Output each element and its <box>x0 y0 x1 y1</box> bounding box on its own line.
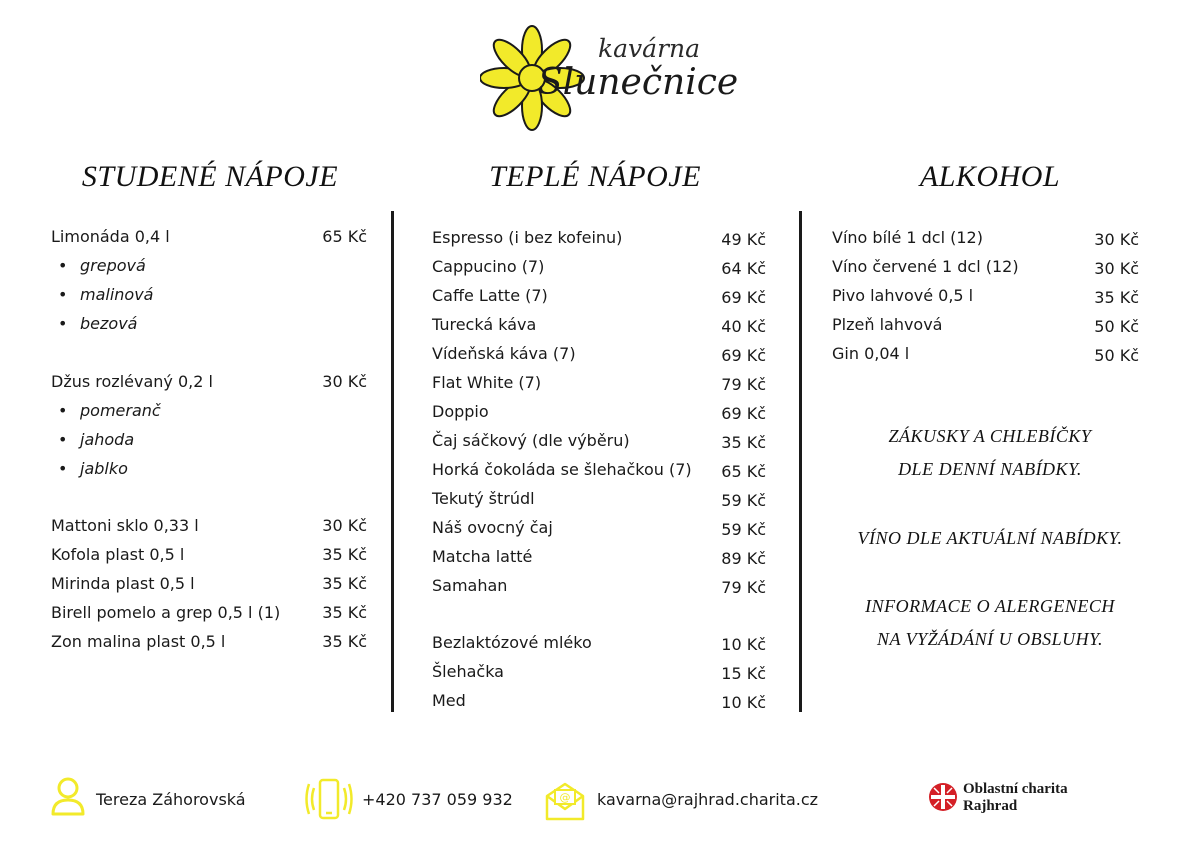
email-address[interactable]: kavarna@rajhrad.charita.cz <box>597 790 819 809</box>
menu-item-name: Čaj sáčkový (dle výběru) <box>432 431 630 450</box>
person-icon <box>50 776 86 816</box>
column-divider-left <box>391 211 394 712</box>
menu-item-name: Flat White (7) <box>432 373 542 392</box>
menu-extra-price: 10 Kč <box>721 693 766 712</box>
menu-item-name: Horká čokoláda se šlehačkou (7) <box>432 460 692 479</box>
menu-extra-name: Med <box>432 691 466 710</box>
menu-item-name: Turecká káva <box>432 315 537 334</box>
menu-item-name: Mirinda plast 0,5 l <box>51 574 195 593</box>
menu-item-price: 35 Kč <box>1094 288 1139 307</box>
menu-item-name: Zon malina plast 0,5 l <box>51 632 226 651</box>
menu-item-name: Mattoni sklo 0,33 l <box>51 516 199 535</box>
menu-item-name: Espresso (i bez kofeinu) <box>432 228 623 247</box>
brand-prefix: kavárna <box>598 34 701 63</box>
menu-item-name: Pivo lahvové 0,5 l <box>832 286 974 305</box>
menu-item-price: 59 Kč <box>721 520 766 539</box>
flavor-item: • pomeranč <box>80 401 161 421</box>
menu-item-price: 40 Kč <box>721 317 766 336</box>
menu-item-price: 79 Kč <box>721 578 766 597</box>
menu-item-price: 30 Kč <box>322 516 367 535</box>
menu-item-price: 49 Kč <box>721 230 766 249</box>
menu-item-price: 35 Kč <box>721 433 766 452</box>
menu-item-name: Samahan <box>432 576 508 595</box>
contact-name: Tereza Záhorovská <box>96 790 246 809</box>
menu-item-price: 30 Kč <box>1094 230 1139 249</box>
brand-name: Slunečnice <box>538 62 739 103</box>
menu-item-name: Náš ovocný čaj <box>432 518 553 537</box>
phone-icon <box>305 776 353 822</box>
heading-hot-drinks: TEPLÉ NÁPOJE <box>489 160 701 193</box>
menu-extra-price: 15 Kč <box>721 664 766 683</box>
menu-item-price: 35 Kč <box>322 603 367 622</box>
menu-item-price: 35 Kč <box>322 545 367 564</box>
note-wine: VÍNO DLE AKTUÁLNÍ NABÍDKY. <box>857 528 1123 548</box>
menu-item-price: 65 Kč <box>721 462 766 481</box>
note-snacks-line-2: DLE DENNÍ NABÍDKY. <box>898 459 1082 479</box>
menu-item-price: 69 Kč <box>721 404 766 423</box>
charity-name-line-2: Rajhrad <box>963 798 1018 814</box>
menu-item-name: Tekutý štrúdl <box>432 489 535 508</box>
menu-extra-name: Bezlaktózové mléko <box>432 633 592 652</box>
menu-extra-name: Šlehačka <box>432 662 504 681</box>
menu-item-price: 69 Kč <box>721 288 766 307</box>
menu-item-price: 50 Kč <box>1094 346 1139 365</box>
menu-item-name: Doppio <box>432 402 489 421</box>
flavor-item: • bezová <box>80 314 137 334</box>
menu-item-name: Limonáda 0,4 l <box>51 227 170 246</box>
flavor-item: • grepová <box>80 256 146 276</box>
column-divider-right <box>799 211 802 712</box>
menu-item-price: 69 Kč <box>721 346 766 365</box>
menu-item-price: 50 Kč <box>1094 317 1139 336</box>
menu-item-price: 89 Kč <box>721 549 766 568</box>
phone-number[interactable]: +420 737 059 932 <box>362 790 513 809</box>
menu-item-price: 59 Kč <box>721 491 766 510</box>
menu-item-name: Cappucino (7) <box>432 257 545 276</box>
menu-item-price: 79 Kč <box>721 375 766 394</box>
charity-name-line-1: Oblastní charita <box>963 781 1068 797</box>
menu-item-price: 65 Kč <box>322 227 367 246</box>
menu-item-name: Kofola plast 0,5 l <box>51 545 185 564</box>
menu-item-name: Gin 0,04 l <box>832 344 910 363</box>
menu-item-price: 64 Kč <box>721 259 766 278</box>
menu-extra-price: 10 Kč <box>721 635 766 654</box>
menu-item-name: Víno červené 1 dcl (12) <box>832 257 1019 276</box>
flavor-item: • malinová <box>80 285 153 305</box>
menu-item-price: 35 Kč <box>322 632 367 651</box>
menu-item-name: Vídeňská káva (7) <box>432 344 576 363</box>
note-allergens-line-1: INFORMACE O ALERGENECH <box>865 596 1115 616</box>
svg-text:@: @ <box>559 791 571 804</box>
note-snacks-line-1: ZÁKUSKY A CHLEBÍČKY <box>888 426 1092 446</box>
menu-item-price: 35 Kč <box>322 574 367 593</box>
charity-cross-icon <box>928 782 958 812</box>
menu-item-name: Birell pomelo a grep 0,5 l (1) <box>51 603 281 622</box>
email-icon <box>544 778 586 822</box>
menu-item-name: Víno bílé 1 dcl (12) <box>832 228 983 247</box>
flavor-item: • jablko <box>80 459 128 479</box>
menu-item-name: Plzeň lahvová <box>832 315 943 334</box>
menu-item-name: Caffe Latte (7) <box>432 286 548 305</box>
menu-item-name: Džus rozlévaný 0,2 l <box>51 372 213 391</box>
flavor-item: • jahoda <box>80 430 134 450</box>
menu-item-name: Matcha latté <box>432 547 533 566</box>
heading-cold-drinks: STUDENÉ NÁPOJE <box>81 160 339 193</box>
note-allergens-line-2: NA VYŽÁDÁNÍ U OBSLUHY. <box>876 629 1104 649</box>
menu-item-price: 30 Kč <box>1094 259 1139 278</box>
heading-alcohol: ALKOHOL <box>919 160 1061 193</box>
menu-item-price: 30 Kč <box>322 372 367 391</box>
